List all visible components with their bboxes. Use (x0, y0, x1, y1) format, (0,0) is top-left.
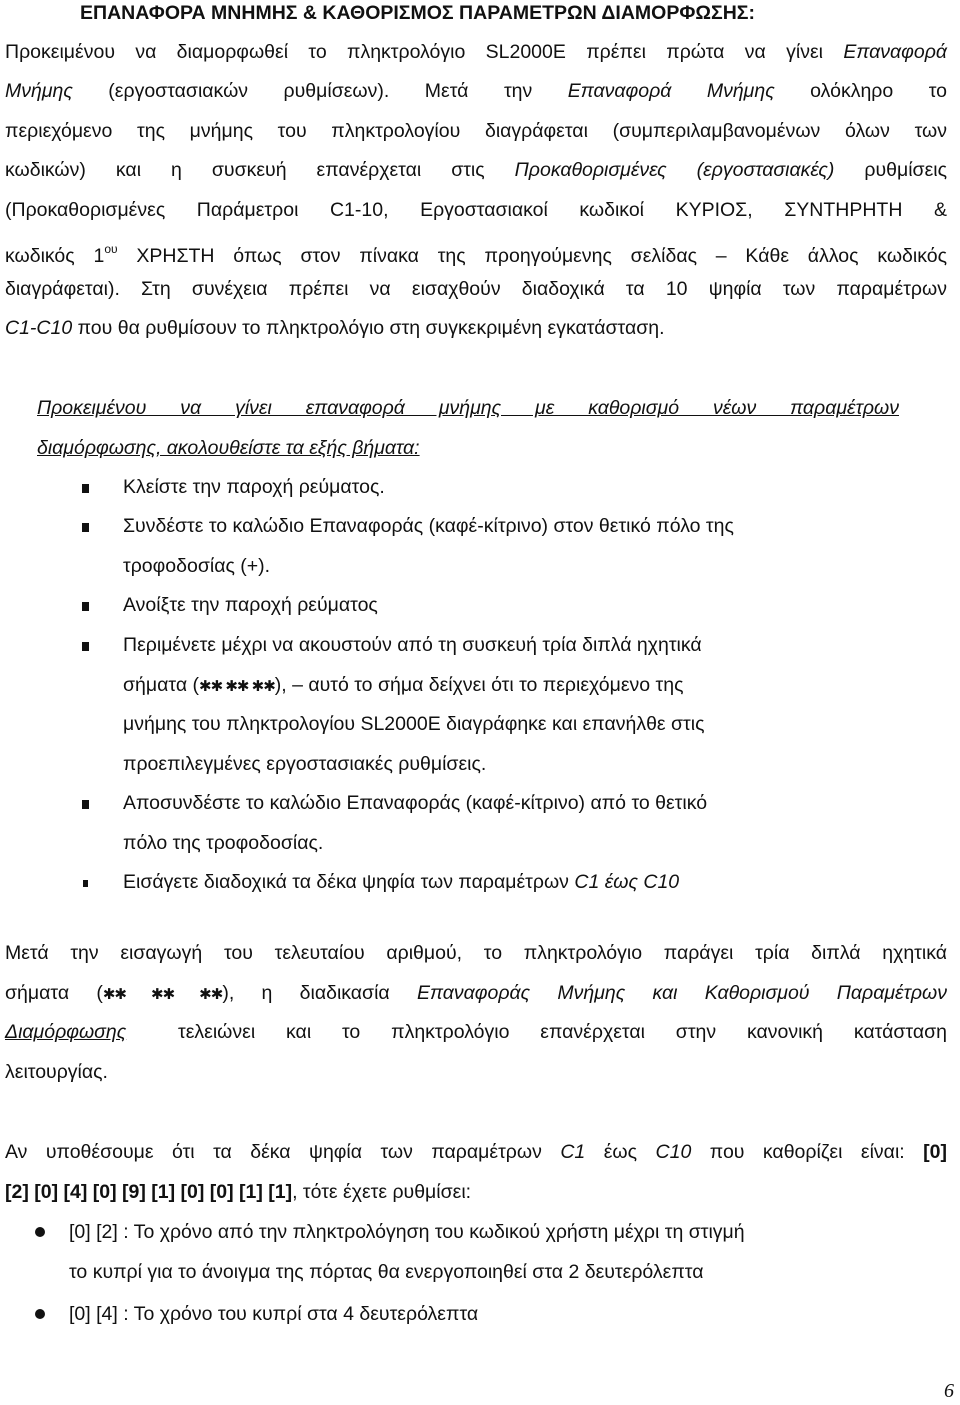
bullet-item: [0] [4] : Το χρόνο του κυπρί στα 4 δευτερόλεπτα (69, 1303, 479, 1325)
paragraph-line: [2] [0] [4] [0] [9] [1] [0] [0] [1] [1], τότε έχετε ρυθμίσει: (5, 1181, 472, 1203)
paragraph-line: C1-C10 που θα ρυθμίσουν το πληκτρολόγιο στη συγκεκριμένη εγκατάσταση. (5, 317, 665, 339)
step-item: Κλείστε την παροχή ρεύματος. (123, 476, 385, 498)
square-bullet-icon (83, 880, 88, 887)
step-item-continued: τροφοδοσίας (+). (123, 555, 271, 577)
paragraph-line: Διαμόρφωσης (5, 1021, 127, 1043)
beep-signal-icon: ✱✱ ✱✱ ✱✱ (102, 986, 223, 1003)
bullet-item: [0] [2] : Το χρόνο από την πληκτρολόγηση του κωδικού χρήστη μέχρι τη στιγμή (69, 1221, 745, 1243)
paragraph-line: σήματα (✱✱ ✱✱ ✱✱), η διαδικασία Επαναφοράς Μνήμης και Καθορισμού Παραμέτρων (5, 982, 947, 1004)
paragraph-line: λειτουργίας. (5, 1061, 108, 1083)
square-bullet-icon (82, 523, 89, 532)
paragraph-line: Μετά την εισαγωγή του τελευταίου αριθμού, το πληκτρολόγιο παράγει τρία διπλά ηχητικά (5, 942, 947, 964)
step-item-continued: προεπιλεγμένες εργοστασιακές ρυθμίσεις. (123, 753, 487, 775)
paragraph-line: περιεχόμενο της μνήμης του πληκτρολογίου διαγράφεται (συμπεριλαμβανομένων όλων των (5, 120, 947, 142)
square-bullet-icon (82, 642, 89, 651)
paragraph-line: διαγράφεται). Στη συνέχεια πρέπει να εισαχθούν διαδοχικά τα 10 ψηφία των παραμέτρων (5, 278, 947, 300)
square-bullet-icon (82, 800, 89, 809)
step-item-continued: σήματα (✱✱ ✱✱ ✱✱), – αυτό το σήμα δείχνει ότι το περιεχόμενο της (123, 674, 684, 696)
paragraph-line: κωδικών) και η συσκευή επανέρχεται στις Προκαθορισμένες (εργοστασιακές) ρυθμίσεις (5, 159, 948, 181)
step-item: Περιμένετε μέχρι να ακουστούν από τη συσκευή τρία διπλά ηχητικά (123, 634, 702, 656)
paragraph-line: Μνήμης (εργοστασιακών ρυθμίσεων). Μετά την Επαναφορά Μνήμης ολόκληρο το (5, 80, 947, 102)
bullet-item-continued: το κυπρί για το άνοιγμα της πόρτας θα ενεργοποιηθεί στα 2 δευτερόλεπτα (69, 1261, 704, 1283)
paragraph-line: Προκειμένου να διαμορφωθεί το πληκτρολόγιο SL2000E πρέπει πρώτα να γίνει Επαναφορά (5, 41, 947, 63)
step-item: Αποσυνδέστε το καλώδιο Επαναφοράς (καφέ-κίτρινο) από το θετικό (123, 792, 708, 814)
step-item: Ανοίξτε την παροχή ρεύματος (123, 594, 378, 616)
round-bullet-icon (35, 1309, 45, 1319)
section-heading: ΕΠΑΝΑΦΟΡΑ ΜΝΗΜΗΣ & ΚΑΘΟΡΙΣΜΟΣ ΠΑΡΑΜΕΤΡΩΝ ΔΙΑΜΟΡΦΩΣΗΣ: (80, 2, 755, 24)
square-bullet-icon (82, 484, 89, 493)
steps-intro: Προκειμένου να γίνει επαναφορά μνήμης με καθορισμό νέων παραμέτρων (37, 397, 899, 419)
page-number: 6 (944, 1380, 954, 1402)
step-item: Εισάγετε διαδοχικά τα δέκα ψηφία των παραμέτρων C1 έως C10 (123, 871, 680, 893)
paragraph-line: Αν υποθέσουμε ότι τα δέκα ψηφία των παραμέτρων C1 έως C10 που καθορίζει είναι: [0] (5, 1141, 948, 1163)
beep-signal-icon: ✱✱ ✱✱ ✱✱ (199, 678, 275, 695)
step-item: Συνδέστε το καλώδιο Επαναφοράς (καφέ-κίτρινο) στον θετικό πόλο της (123, 515, 734, 537)
square-bullet-icon (82, 602, 89, 611)
paragraph-line: τελειώνει και το πληκτρολόγιο επανέρχεται στην κανονική κατάσταση (178, 1021, 947, 1043)
round-bullet-icon (35, 1227, 45, 1237)
steps-intro: διαμόρφωσης, ακολουθείστε τα εξής βήματα: (37, 437, 420, 459)
step-item-continued: πόλο της τροφοδοσίας. (123, 832, 324, 854)
step-item-continued: μνήμης του πληκτρολογίου SL2000E διαγράφηκε και επανήλθε στις (123, 713, 705, 735)
paragraph-line: κωδικός $1^{o\upsilon}$ ΧΡΗΣΤΗ όπως στον πίνακα της προηγούμενης σελίδας – Κάθε άλλος κωδικός (5, 242, 947, 267)
paragraph-line: (Προκαθορισμένες Παράμετροι C1-10, Εργοστασιακοί κωδικοί ΚΥΡΙΟΣ, ΣΥΝΤΗΡΗΤΗ & (5, 199, 947, 221)
